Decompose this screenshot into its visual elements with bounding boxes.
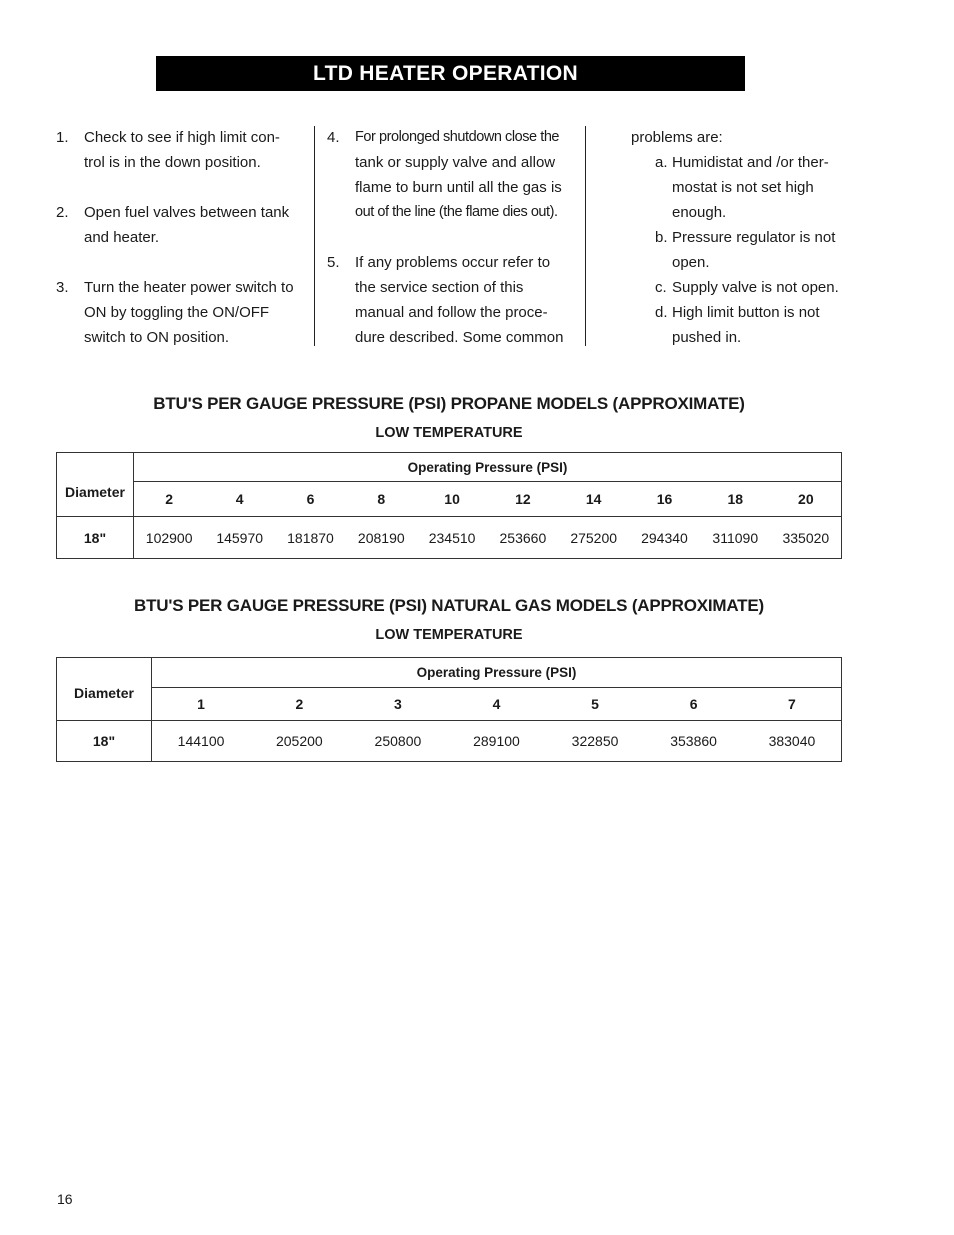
btu-value-cell: 289100 [447,721,546,762]
pressure-cell: 16 [629,482,700,517]
operating-pressure-header: Operating Pressure (PSI) [134,453,842,482]
btu-value-cell: 250800 [349,721,448,762]
diameter-cell: 18" [57,721,152,762]
pressure-cell: 4 [204,482,275,517]
pressure-cell: 8 [346,482,417,517]
pressure-cell: 3 [349,688,448,721]
btu-value-cell: 322850 [546,721,645,762]
table-row [57,721,842,762]
step-text-line: If any problems occur refer to [355,254,551,271]
problem-item-d [631,300,861,350]
step-text-line: Check to see if high limit con- [84,129,280,146]
pressure-cell: 20 [771,482,842,517]
propane-table-title: BTU'S PER GAUGE PRESSURE (PSI) PROPANE MODELS (APPROXIMATE) [153,394,745,413]
instructions-column-2 [327,125,583,350]
pressure-cell: 4 [447,688,546,721]
problems-intro: problems are: [631,129,723,146]
pressure-cell: 5 [546,688,645,721]
btu-value-cell: 181870 [275,517,346,559]
natural-gas-table-title: BTU'S PER GAUGE PRESSURE (PSI) NATURAL GAS MODELS (APPROXIMATE) [134,596,764,615]
pressure-cell: 14 [558,482,629,517]
step-text-line: out of the line (the flame dies out). [355,204,558,220]
pressure-cell: 6 [644,688,743,721]
step-text-line: For prolonged shutdown close the [355,129,560,145]
problem-text-line: High limit button is not [672,304,820,321]
instructions-column-3 [631,125,861,350]
propane-table-subtitle: LOW TEMPERATURE [375,425,523,441]
pressure-cell: 2 [250,688,349,721]
step-text-line: the service section of this [355,279,524,296]
pressure-cell: 1 [152,688,251,721]
problem-letter: a. [655,154,668,171]
step-number: 2. [56,204,69,221]
btu-value-cell: 102900 [134,517,205,559]
step-text-line: manual and follow the proce- [355,304,548,321]
step-number: 4. [327,129,340,146]
step-text-line: dure described. Some common [355,329,564,346]
instructions-column-1 [56,125,312,350]
btu-value-cell: 144100 [152,721,251,762]
step-text-line: and heater. [84,229,160,246]
problem-text-line: mostat is not set high [672,179,814,196]
problem-text-line: Humidistat and /or ther- [672,154,829,171]
step-number: 5. [327,254,340,271]
step-number: 3. [56,279,69,296]
btu-value-cell: 205200 [250,721,349,762]
problem-item-a [631,150,861,225]
step-3 [56,275,312,350]
natural-gas-btu-table [56,657,842,762]
step-text-line: switch to ON position. [84,329,230,346]
natural-gas-table-subtitle: LOW TEMPERATURE [375,627,523,643]
problem-letter: c. [655,279,667,296]
diameter-cell: 18" [57,517,134,559]
page-title: LTD HEATER OPERATION [156,56,745,91]
pressure-cell: 10 [417,482,488,517]
btu-value-cell: 145970 [204,517,275,559]
btu-value-cell: 383040 [743,721,842,762]
column-divider [314,126,315,346]
column-divider [585,126,586,346]
btu-value-cell: 234510 [417,517,488,559]
table-row [57,517,842,559]
btu-value-cell: 275200 [558,517,629,559]
problem-text-line: pushed in. [672,329,742,346]
step-4 [327,125,583,225]
step-number: 1. [56,129,69,146]
operating-pressure-header: Operating Pressure (PSI) [152,658,842,688]
step-text-line: Open fuel valves between tank [84,204,290,221]
step-text-line: ON by toggling the ON/OFF [84,304,270,321]
btu-value-cell: 294340 [629,517,700,559]
propane-btu-table [56,452,842,559]
problem-item-c [631,275,861,300]
diameter-header: Diameter [57,453,134,517]
step-2 [56,200,312,250]
step-text-line: trol is in the down position. [84,154,261,171]
problem-item-b [631,225,861,275]
pressure-cell: 7 [743,688,842,721]
btu-value-cell: 353860 [644,721,743,762]
btu-value-cell: 335020 [771,517,842,559]
pressure-cell: 2 [134,482,205,517]
pressure-header-row [57,482,842,517]
pressure-cell: 18 [700,482,771,517]
page-number: 16 [57,1191,73,1207]
btu-value-cell: 253660 [487,517,558,559]
step-text-line: Turn the heater power switch to [84,279,294,296]
pressure-cell: 12 [487,482,558,517]
step-text-line: tank or supply valve and allow [355,154,556,171]
diameter-header: Diameter [57,658,152,721]
step-5 [327,250,583,350]
step-text-line: flame to burn until all the gas is [355,179,562,196]
btu-value-cell: 208190 [346,517,417,559]
problem-text-line: open. [672,254,710,271]
problem-letter: d. [655,304,668,321]
problem-text-line: enough. [672,204,727,221]
problem-text-line: Pressure regulator is not [672,229,836,246]
problem-letter: b. [655,229,668,246]
step-1 [56,125,312,175]
problem-text-line: Supply valve is not open. [672,279,839,296]
btu-value-cell: 311090 [700,517,771,559]
pressure-cell: 6 [275,482,346,517]
pressure-header-row [57,688,842,721]
